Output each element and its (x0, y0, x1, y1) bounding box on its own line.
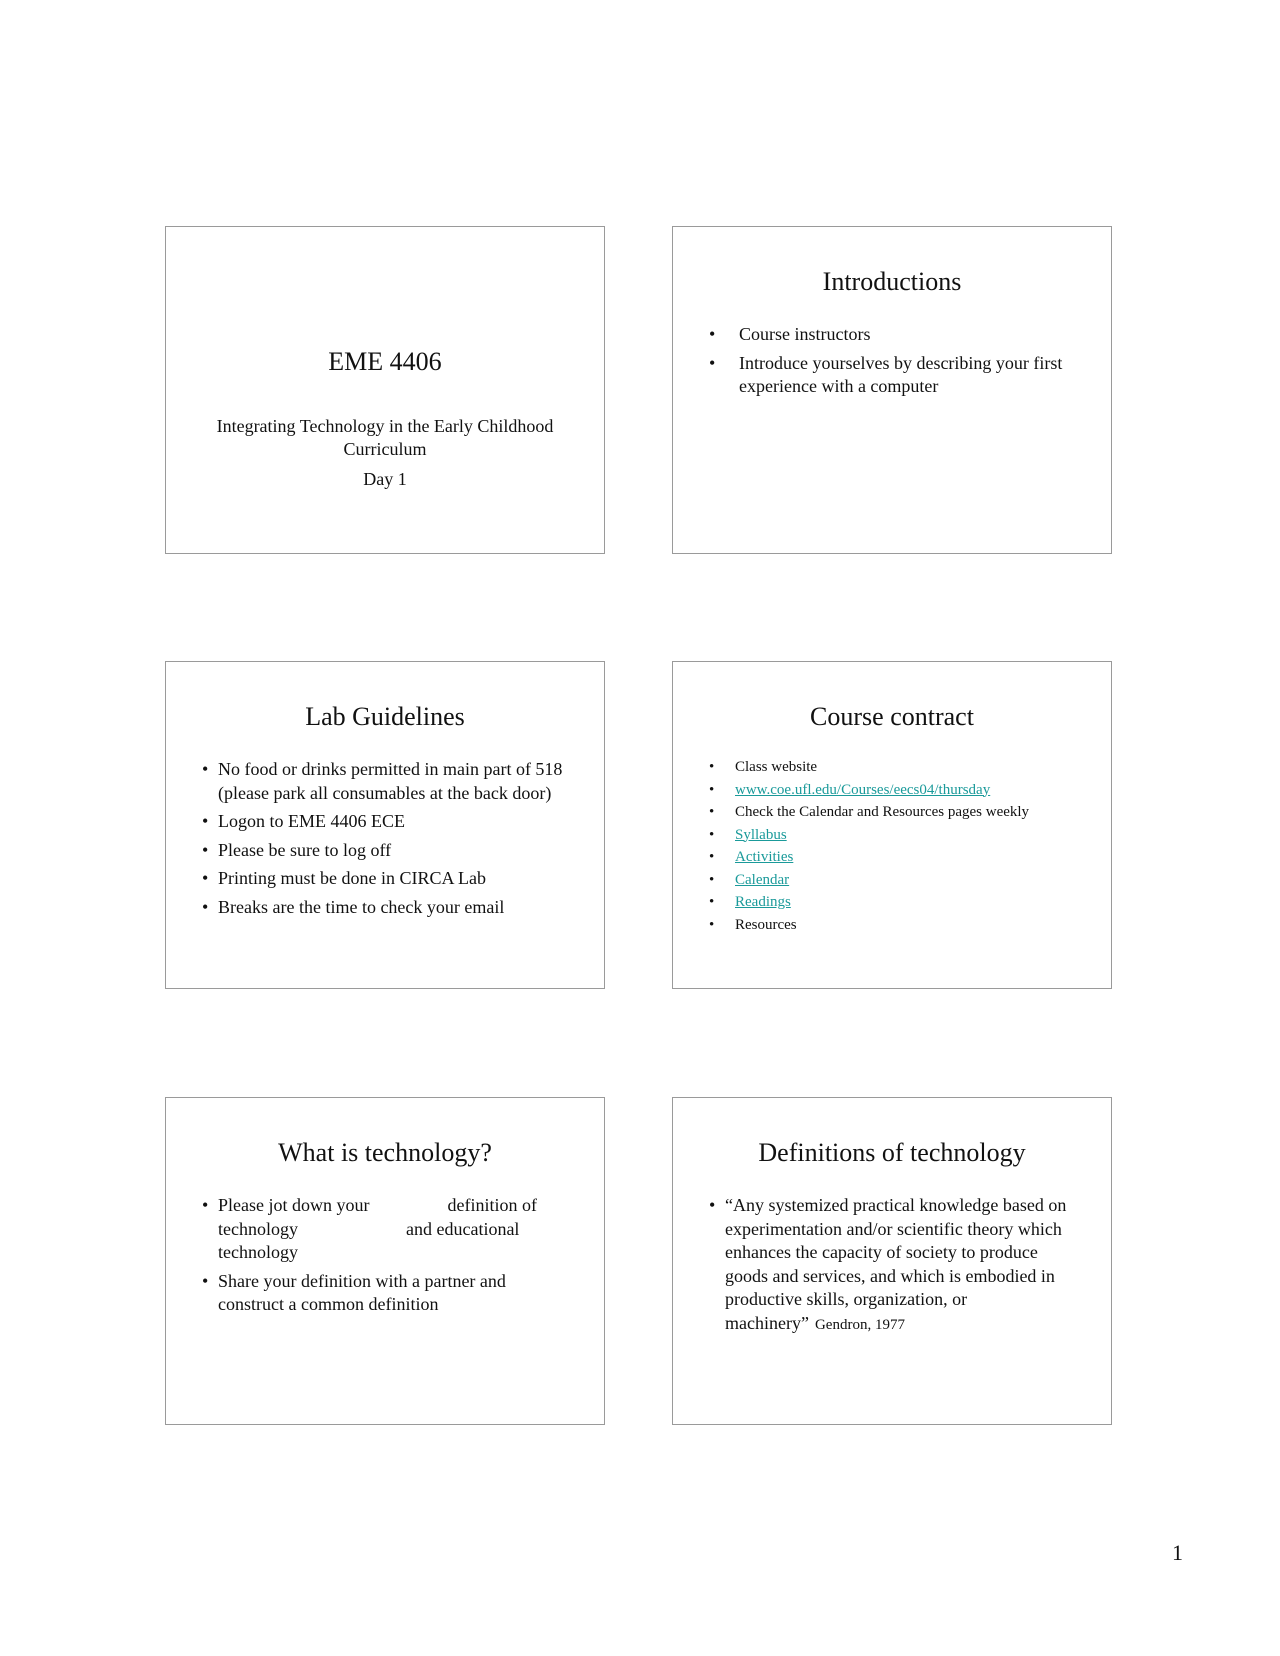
list-item: • Logon to EME 4406 ECE (202, 810, 574, 834)
slide-heading: Lab Guidelines (305, 702, 465, 731)
bullet-list (709, 758, 1091, 938)
list-item: • Check the Calendar and Resources pages weekly (709, 803, 1091, 822)
bullet-text: Please jot down your (218, 1195, 370, 1215)
list-item (709, 871, 1091, 890)
slide-what-is-technology (165, 1097, 605, 1425)
list-item: • Breaks are the time to check your email (202, 896, 574, 920)
slide-heading: What is technology? (278, 1138, 492, 1167)
list-item (709, 826, 1091, 845)
slide-day: Day 1 (363, 469, 407, 489)
slide-subtitle: Integrating Technology in the Early Childhood Curriculum (216, 416, 554, 459)
list-item: • Introduce yourselves by describing your first experience with a computer (709, 352, 1075, 399)
slide-lab-guidelines (165, 661, 605, 989)
slide-heading: Definitions of technology (758, 1138, 1026, 1167)
list-item: • Please be sure to log off (202, 839, 574, 863)
bullet-list (709, 1194, 1081, 1342)
slide-introductions (672, 226, 1112, 554)
list-item (709, 893, 1091, 912)
calendar-link[interactable]: Calendar (735, 871, 790, 888)
activities-link[interactable]: Activities (735, 849, 794, 865)
list-item: • Course instructors (709, 323, 1075, 347)
slide-heading: Introductions (822, 267, 962, 296)
website-link[interactable]: www.coe.ufl.edu/Courses/eecs04/thursday (735, 781, 991, 798)
slide-heading: Course contract (810, 702, 974, 731)
slide-title (165, 226, 605, 554)
slide-definitions-of-technology (672, 1097, 1112, 1425)
slide-course-contract (672, 661, 1112, 989)
bullet-list (202, 758, 574, 924)
list-item: • No food or drinks permitted in main part of 518 (please park all consumables at the back door) (202, 758, 574, 805)
quote-text: “Any systemized practical knowledge based on experimentation and/or scientific theory which enhances the capacity of society to produce goods and services, and which is embodied in productive skills, organization, or machinery” (725, 1195, 1067, 1333)
bullet-text: definition of technology (218, 1195, 537, 1239)
list-item: • Resources (709, 916, 1091, 935)
list-item: • Share your definition with a partner and construct a common definition (202, 1270, 574, 1317)
list-item (202, 1194, 574, 1265)
page-number: 1 (1172, 1540, 1183, 1565)
slide-main-title: EME 4406 (328, 347, 442, 376)
bullet-list (202, 1194, 574, 1322)
syllabus-link[interactable]: Syllabus (735, 826, 787, 843)
list-item: • Printing must be done in CIRCA Lab (202, 867, 574, 891)
list-item (709, 848, 1091, 867)
readings-link[interactable]: Readings (735, 894, 791, 910)
bullet-list (709, 323, 1075, 404)
list-item (709, 781, 1091, 800)
list-item: • Class website (709, 758, 1091, 777)
bullet-text: and educational technology (218, 1218, 520, 1262)
list-item (709, 1194, 1081, 1337)
citation: Gendron, 1977 (814, 1316, 905, 1333)
